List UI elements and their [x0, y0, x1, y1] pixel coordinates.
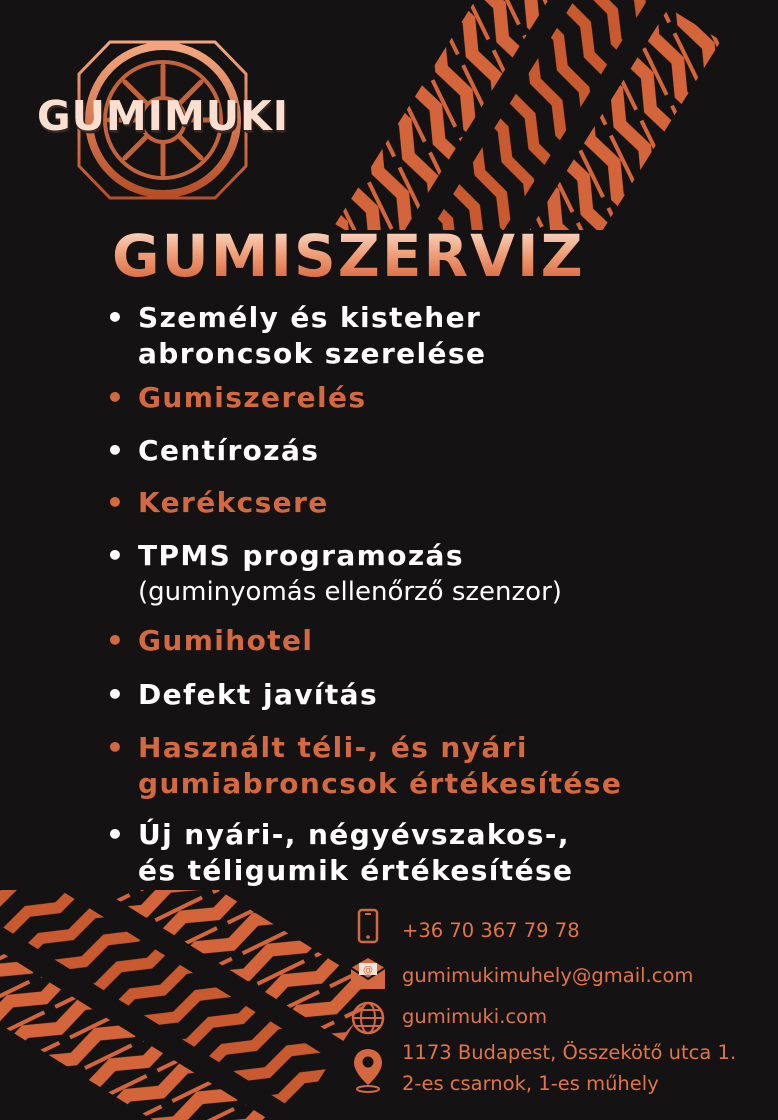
bullet: • — [106, 381, 126, 414]
bullet: • — [106, 678, 126, 711]
service-line: TPMS programozás — [138, 539, 464, 572]
contact-web-text[interactable]: gumimuki.com — [402, 1005, 548, 1028]
service-line: Gumihotel — [138, 624, 314, 657]
service-line: Defekt javítás — [138, 678, 379, 711]
svg-text:@: @ — [363, 965, 373, 976]
phone-icon — [348, 907, 388, 947]
service-line: Személy és kisteher — [138, 301, 482, 334]
location-pin-icon — [348, 1047, 388, 1087]
globe-icon — [348, 998, 388, 1038]
tire-tread-bottom-decoration — [0, 890, 778, 1120]
contact-email-text[interactable]: gumimukimuhely@gmail.com — [402, 964, 694, 987]
service-subtitle: (guminyomás ellenőrző szenzor) — [138, 577, 562, 607]
bullet: • — [106, 301, 126, 334]
service-line: Gumiszerelés — [138, 381, 367, 414]
contact-phone-text[interactable]: +36 70 367 79 78 — [402, 919, 580, 942]
bullet: • — [106, 624, 126, 657]
service-line: Kerékcsere — [138, 486, 329, 519]
service-line: Használt téli-, és nyári — [138, 731, 528, 764]
service-line: és téligumik értékesítése — [138, 854, 574, 887]
logo-text: GUMIMUKI — [36, 92, 290, 140]
logo — [18, 30, 308, 210]
service-line: gumiabroncsok értékesítése — [138, 767, 623, 800]
contact-address-line1[interactable]: 1173 Budapest, Összekötő utca 1. — [402, 1041, 737, 1064]
email-icon — [348, 954, 388, 994]
service-line: Új nyári-, négyévszakos-, — [138, 818, 570, 851]
bullet: • — [106, 731, 126, 764]
contact-address-line2[interactable]: 2-es csarnok, 1-es műhely — [402, 1072, 659, 1095]
service-line: abroncsok szerelése — [138, 337, 487, 370]
service-line: Centírozás — [138, 434, 320, 467]
bullet: • — [106, 486, 126, 519]
bullet: • — [106, 539, 126, 572]
page-title: GUMISZERVIZ — [112, 224, 672, 288]
bullet: • — [106, 434, 126, 467]
bullet: • — [106, 818, 126, 851]
